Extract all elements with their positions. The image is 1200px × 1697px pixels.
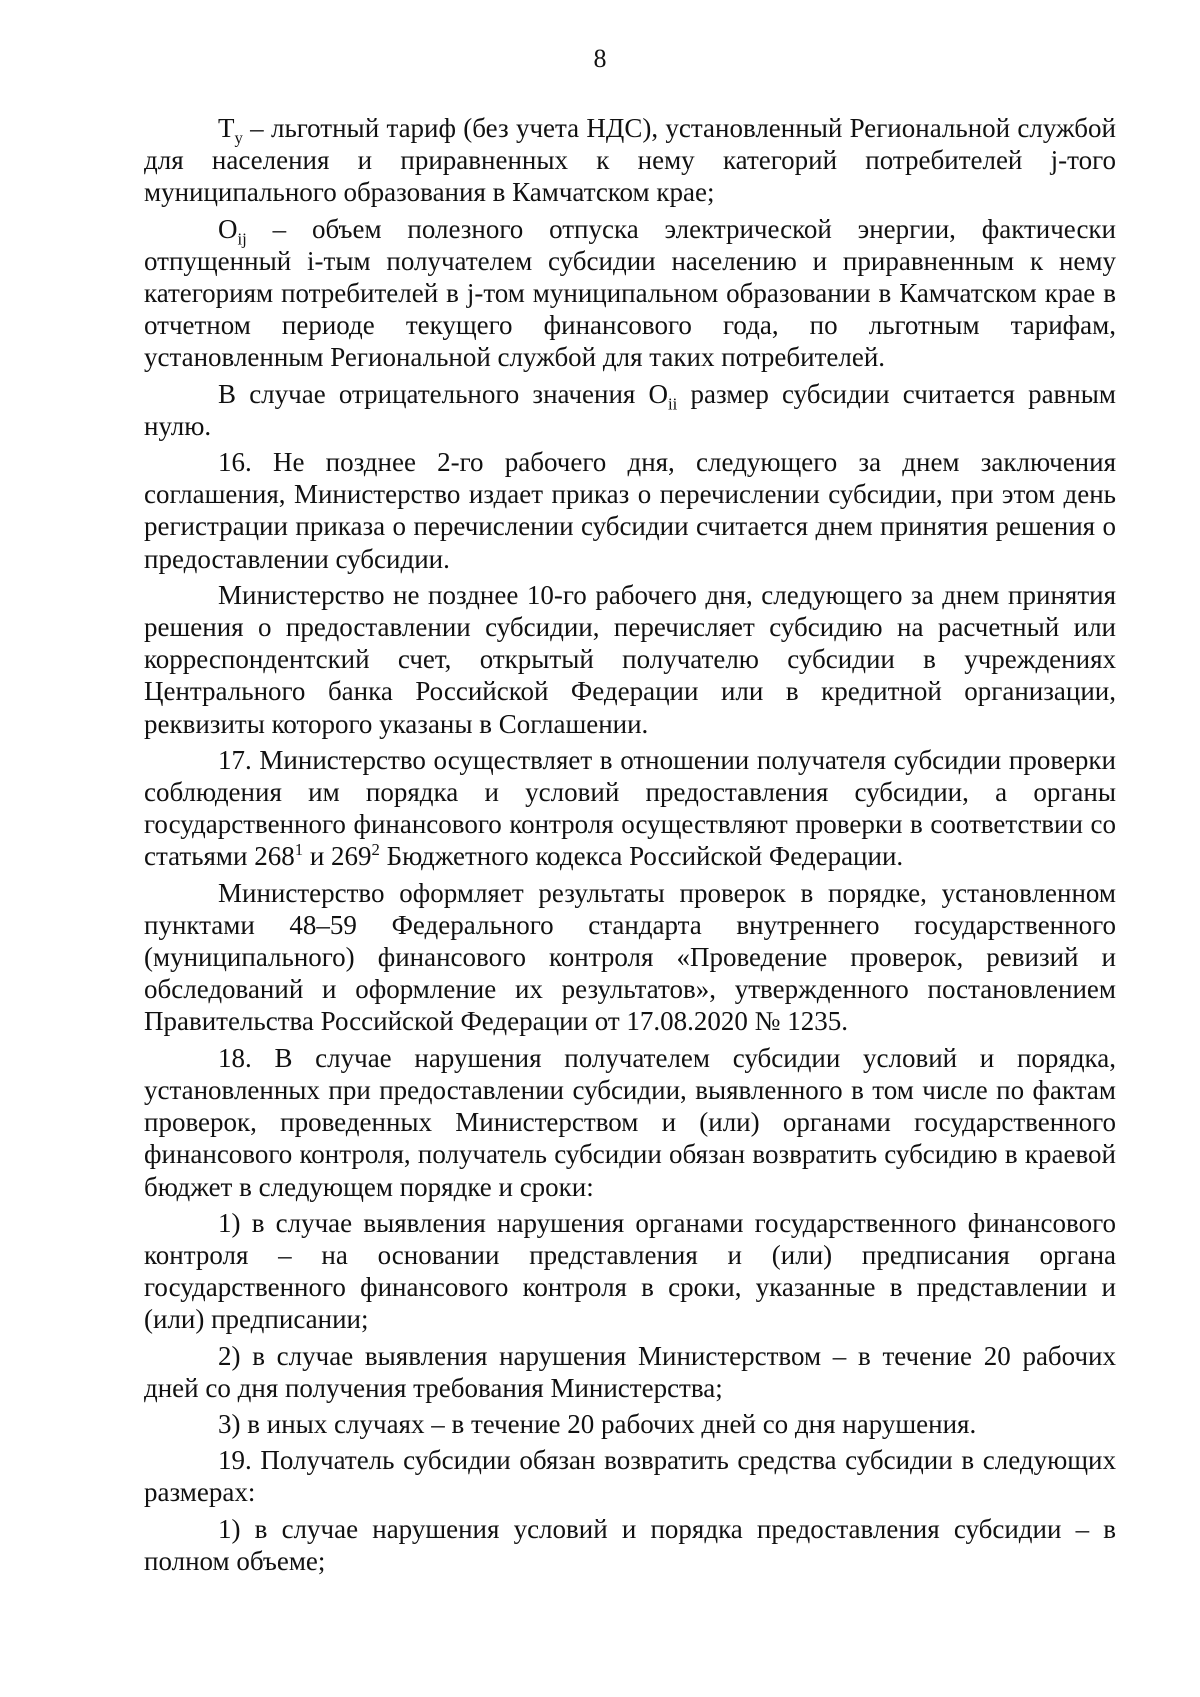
paragraph-oij-definition bbox=[144, 213, 1116, 374]
formula-subscript: ij bbox=[237, 229, 247, 248]
paragraph-text: – объем полезного отпуска электрической энергии, фактически отпущенный i-тым получателем субсидии населению и приравненным к нему категориям потребителей в j-том муниципальном образовании в Камчатском крае в отчетном периоде текущего финансового года, по льготным тарифам, установленным Региональной службой для таких потребителей. bbox=[144, 213, 1116, 373]
formula-subscript: ii bbox=[668, 394, 678, 414]
document-body bbox=[144, 112, 1116, 1577]
paragraph-item-16: 16. Не позднее 2-го рабочего дня, следующего за днем заключения соглашения, Министерство издает приказ о перечислении субсидии, при этом день регистрации приказа о перечислении субсидии считается днем принятия решения о предоставлении субсидии. bbox=[144, 447, 1116, 574]
formula-subscript: у bbox=[234, 128, 243, 148]
paragraph-text: размер субсидии считается равным нулю. bbox=[144, 378, 1116, 441]
paragraph-text: 17. Министерство осуществляет в отношении получателя субсидии проверки соблюдения им порядка и условий предоставления субсидии, а органы государственного финансового контроля осуществляют проверки в соответствии со статьями 268 bbox=[144, 744, 1116, 872]
superscript: 2 bbox=[371, 840, 380, 860]
list-item-18-1: 1) в случае выявления нарушения органами государственного финансового контроля – на основании представления и (или) предписания органа государственного финансового контроля в сроки, указанные в представлении и (или) предписании; bbox=[144, 1207, 1116, 1335]
paragraph-item-19: 19. Получатель субсидии обязан возвратить средства субсидии в следующих размерах: bbox=[144, 1445, 1116, 1508]
formula-symbol: O bbox=[218, 213, 238, 244]
paragraph-ty-definition bbox=[144, 112, 1116, 209]
paragraph-text: В случае отрицательного значения O bbox=[218, 378, 669, 409]
paragraph-negative-value bbox=[144, 378, 1116, 442]
paragraph-inspection-results: Министерство оформляет результаты проверок в порядке, установленном пунктами 48–59 Федерального стандарта внутреннего государственного (муниципального) финансового контроля «Проведение проверок, ревизий и обследований и оформление их результатов», утвержденного постановлением Правительства Российской Федерации от 17.08.2020 № 1235. bbox=[144, 877, 1116, 1037]
list-item-19-1: 1) в случае нарушения условий и порядка предоставления субсидии – в полном объеме; bbox=[144, 1513, 1116, 1576]
paragraph-text: Бюджетного кодекса Российской Федерации. bbox=[379, 841, 904, 872]
paragraph-text: – льготный тариф (без учета НДС), установленный Региональной службой для населения и приравненных к нему категорий потребителей j-того муниципального образования в Камчатском крае; bbox=[144, 113, 1116, 208]
list-item-18-2: 2) в случае выявления нарушения Министерством – в течение 20 рабочих дней со дня получения требования Министерства; bbox=[144, 1340, 1116, 1403]
paragraph-transfer-deadline: Министерство не позднее 10-го рабочего дня, следующего за днем принятия решения о предоставлении субсидии, перечисляет субсидию на расчетный или корреспондентский счет, открытый получателю субсидии в учреждениях Центрального банка Российской Федерации или в кредитной организации, реквизиты которого указаны в Соглашении. bbox=[144, 579, 1116, 739]
superscript: 1 bbox=[294, 840, 304, 860]
paragraph-item-18: 18. В случае нарушения получателем субсидии условий и порядка, установленных при предоставлении субсидии, выявленного в том числе по фактам проверок, проведенных Министерством и (или) органами государственного финансового контроля, получатель субсидии обязан возвратить субсидию в краевой бюджет в следующем порядке и сроки: bbox=[144, 1042, 1116, 1202]
paragraph-text: и 269 bbox=[303, 841, 372, 872]
page-number: 8 bbox=[593, 44, 607, 73]
paragraph-item-17 bbox=[144, 744, 1116, 873]
formula-symbol: Т bbox=[218, 113, 235, 143]
list-item-18-3: 3) в иных случаях – в течение 20 рабочих дней со дня нарушения. bbox=[218, 1408, 977, 1439]
